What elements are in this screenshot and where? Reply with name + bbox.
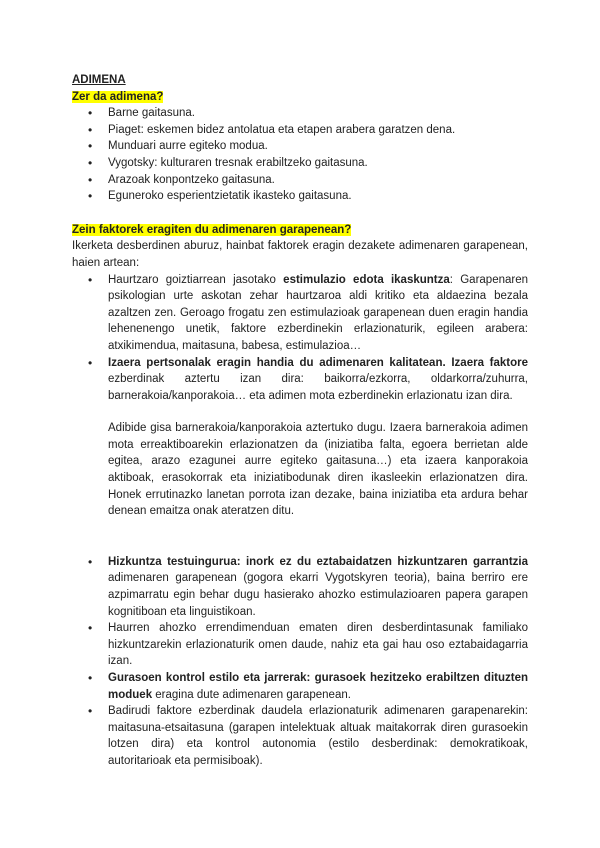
factor-item-parenting: • Gurasoen kontrol estilo eta jarrerak: gurasoek hezitzeko erabiltzen dituzten moduek eragina dute adimenaren garapenean. [72, 670, 528, 703]
list-item: • Eguneroko esperientzietatik ikasteko gaitasuna. [72, 188, 528, 205]
document-title: ADIMENA [72, 74, 126, 86]
question-heading-2 [72, 222, 528, 239]
intro-paragraph: Ikerketa desberdinen aburuz, hainbat faktorek eragin dezakete adimenaren garapenean, haien artean: [72, 240, 528, 269]
factor-item-affection-control: • Badirudi faktore ezberdinak daudela erlazionaturik adimenaren garapenarekin: maitasuna-etsaitasuna (garapen intelektuak altuak maitakorrak diren gurasoekin lotzen dira) eta kontrol autonomia (estilo desberdinak: demokratikoak, autoritarioak eta permisiboak). [72, 703, 528, 769]
question-heading-1 [72, 89, 528, 106]
bold-term: Hizkuntza testuingurua: inork ez du eztabaidatzen hizkuntzaren garrantzia [108, 555, 528, 568]
factor-item-personality: • Izaera pertsonalak eragin handia du adimenaren kalitatean. Izaera faktore ezberdinak aztertu izan dira: baikorra/ezkorra, oldarkorra/zuhurra, barnerakoia/kanporakoia… eta adimen mota ezberdinekin erlazionatu izan dira. [72, 355, 528, 405]
highlighted-question-2: Zein faktorek eragiten du adimenaren garapenean? [72, 223, 352, 236]
bold-term: estimulazio edota ikaskuntza [283, 273, 450, 286]
list-item: • Arazoak konpontzeko gaitasuna. [72, 172, 528, 189]
factor-item-oral-performance: • Haurren ahozko errendimenduan ematen diren desberdintasunak familiako hizkuntzarekin erlazionaturik omen daude, nahiz eta gai hau oso eztabaidagarria izan. [72, 620, 528, 670]
list-item: • Piaget: eskemen bidez antolatua eta etapen arabera garatzen dena. [72, 122, 528, 139]
document-page [72, 72, 528, 770]
factor-item-stimulation: • Haurtzaro goiztiarrean jasotako estimulazio edota ikaskuntza: Garapenaren psikologian urte askotan zehar haurtzaroa aldi kritiko eta aldaezina bezala azaltzen zen. Geroago frogatu zen estimulazioak garapenean duen eragin handia lehenenengo unetik, faktore ezberdinekin erlazionaturik, egileen arabera: atxikimendua, maitasuna, babesa, estimulazioa… [72, 272, 528, 355]
list-item: • Vygotsky: kulturaren tresnak erabiltzeko gaitasuna. [72, 155, 528, 172]
highlighted-question-1: Zer da adimena? [72, 90, 164, 103]
bold-term: Gurasoen kontrol estilo eta jarrerak: gurasoek hezitzeko erabiltzen dituzten moduek [108, 672, 528, 701]
example-paragraph: Adibide gisa barnerakoia/kanporakoia aztertuko dugu. Izaera barnerakoia adimen mota erreaktiboarekin erlazionatzen da (iniziatiba falta, egoera berrietan alde egitea, arazo ezagunei aurre egiteko gaitasuna…) eta izaera kanporakoia aktiboak, erasokorrak eta iniziatibodunak diren ikasleekin erlazionatzen dira. Honek errutinazko lanetan porrota izan dezake, baina iniziatiba eta ardura behar denean emaitza onak ateratzen ditu. [108, 422, 528, 518]
list-item: • Barne gaitasuna. [72, 105, 528, 122]
definition-list [72, 105, 528, 205]
factors-list [72, 272, 528, 405]
factor-item-language: • Hizkuntza testuingurua: inork ez du eztabaidatzen hizkuntzaren garrantzia adimenaren garapenean (gogora ekarri Vygotskyren teoria), baina berriro ere azpimarratu egin behar dugu hasierako ahozko estimulazioaren papera garapen kognitiboan eta linguistikoan. [72, 554, 528, 620]
factors-list-continued [72, 554, 528, 770]
bold-term: Izaera pertsonalak eragin handia du adimenaren kalitatean. Izaera faktore [108, 356, 528, 369]
list-item: • Munduari aurre egiteko modua. [72, 138, 528, 155]
